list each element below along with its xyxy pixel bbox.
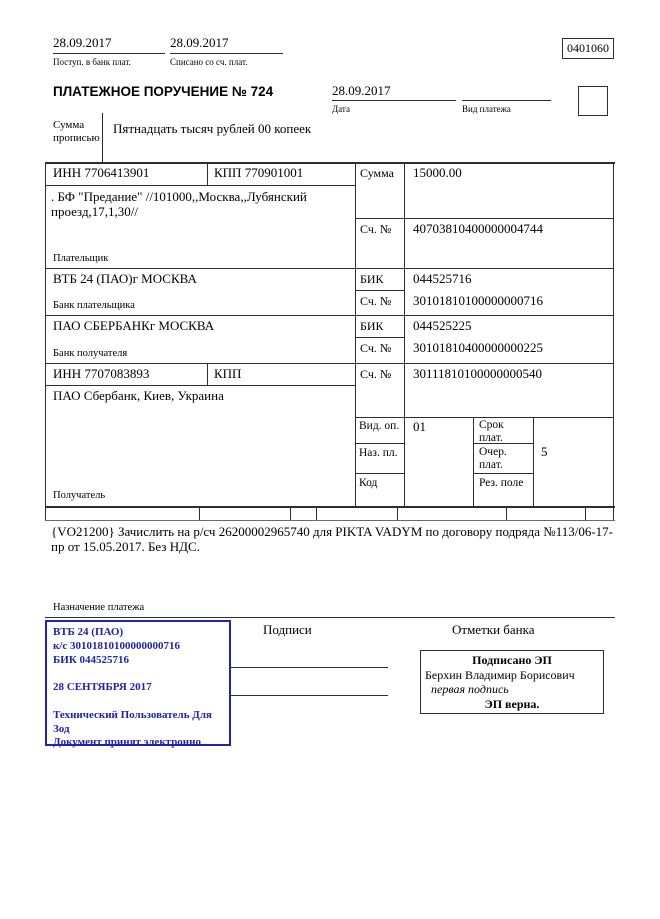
payer-account-label: Сч. №	[360, 222, 392, 236]
table-bottom-border	[45, 506, 615, 508]
payer-bank-account-label: Сч. №	[360, 294, 392, 308]
amount-words-label: Сумма прописью	[53, 119, 100, 144]
payer-bank-name: ВТБ 24 (ПАО)г МОСКВА	[53, 271, 197, 286]
bank-stamp-line: ВТБ 24 (ПАО)	[53, 626, 124, 638]
tax-row-div6	[585, 506, 586, 520]
beneficiary-bank-account-label: Сч. №	[360, 341, 392, 355]
beneficiary-bank-account: 30101810400000000225	[413, 340, 543, 355]
beneficiary-bank-name: ПАО СБЕРБАНКг МОСКВА	[53, 318, 215, 333]
tax-row-div3	[316, 506, 317, 520]
ep-valid-note: ЭП верна.	[484, 696, 540, 711]
rez-pole-label: Рез. поле	[479, 477, 524, 489]
signature-line-2	[230, 695, 388, 696]
amount-row-border	[355, 218, 614, 219]
electronic-signature-box	[420, 650, 604, 714]
srok-plat-label: Срок плат.	[479, 419, 504, 444]
bank-stamp	[45, 620, 231, 749]
purpose-underline	[45, 617, 615, 618]
date-debited-label: Списано со сч. плат.	[170, 57, 248, 67]
operation-row2-border-a	[355, 473, 405, 474]
payer-bank-section-label: Банк плательщика	[53, 300, 135, 311]
operation-row2-border-b	[473, 473, 534, 474]
payer-inn-row-border	[45, 185, 355, 186]
payment-kind-underline	[462, 100, 551, 101]
tax-row-right	[613, 506, 614, 520]
tax-row-div4	[397, 506, 398, 520]
bank-stamp-line	[53, 667, 223, 681]
signature-line-1	[230, 667, 388, 668]
date-received-underline	[53, 53, 165, 54]
table-label-divider	[404, 162, 405, 506]
beneficiary-account-label: Сч. №	[360, 367, 392, 381]
form-code: 0401060	[567, 41, 609, 55]
payer-bank-bik-border	[355, 290, 405, 291]
bank-stamp-line: к/с 30101810100000000716	[53, 639, 181, 652]
ep-signed-title: Подписано ЭП	[472, 653, 552, 667]
bank-marks-label: Отметки банка	[452, 622, 535, 637]
bank-stamp-line: Документ принят электронно	[53, 736, 201, 749]
beneficiary-name: ПАО Сбербанк, Киев, Украина	[53, 388, 224, 403]
doc-date-label: Дата	[332, 104, 350, 114]
date-received-label: Поступ. в банк плат.	[53, 57, 131, 67]
date-debited-underline	[170, 53, 283, 54]
beneficiary-bank-section-label: Банк получателя	[53, 348, 128, 359]
beneficiary-kpp: КПП	[214, 366, 242, 381]
payer-bank-account: 30101810100000000716	[413, 293, 543, 308]
beneficiary-inn-kpp-divider	[207, 363, 208, 385]
bank-stamp-line: Технический Пользователь Для Зод	[53, 708, 212, 735]
payer-inn-kpp-divider	[207, 162, 208, 185]
operation-col4-divider	[533, 417, 534, 506]
beneficiary-account: 30111810100000000540	[413, 366, 543, 381]
payment-kind-label: Вид платежа	[462, 104, 511, 114]
payer-bank-bik: 044525716	[413, 271, 472, 286]
amount-words-divider	[102, 113, 103, 162]
amount-label: Сумма	[360, 166, 394, 180]
purpose-text: {VO21200} Зачислить на р/сч 26200002965740 для PIKTA VADYM по договору подряда №113/06-17-пр от 15.05.2017. Без НДС.	[51, 524, 613, 555]
tax-row-div5	[506, 506, 507, 520]
table-mid-divider	[355, 162, 356, 506]
ep-signer-name: Берхин Владимир Борисович	[425, 667, 575, 682]
beneficiary-bank-bik-label: БИК	[360, 319, 384, 333]
form-code-box	[562, 38, 614, 59]
tax-row-bottom	[45, 520, 615, 521]
bank-stamp-line	[53, 695, 223, 709]
table-top-border	[45, 162, 615, 164]
amount-value: 15000.00	[413, 165, 462, 180]
vid-op-label: Вид. оп.	[359, 420, 400, 432]
kod-label: Код	[359, 477, 378, 489]
doc-date-underline	[332, 100, 456, 101]
payer-bank-section-border	[45, 315, 614, 316]
payer-bank-bik-label: БИК	[360, 272, 384, 286]
bank-stamp-line: БИК 044525716	[53, 653, 130, 666]
payer-account-value: 40703810400000004744	[413, 221, 543, 236]
beneficiary-inn: ИНН 7707083893	[53, 366, 150, 381]
tax-row-div1	[199, 506, 200, 520]
purpose-label: Назначение платежа	[53, 602, 145, 613]
bank-stamp-line: 28 СЕНТЯБРЯ 2017	[53, 681, 152, 694]
payer-section-border	[45, 268, 614, 269]
vid-op-value: 01	[413, 419, 426, 434]
naz-pl-label: Наз. пл.	[359, 447, 398, 459]
table-right-border	[613, 162, 614, 506]
ocher-plat-value: 5	[541, 444, 548, 459]
beneficiary-section-label: Получатель	[53, 490, 106, 501]
date-received: 28.09.2017	[53, 35, 112, 50]
beneficiary-bank-bik-border	[355, 337, 405, 338]
ep-signature-kind: первая подпись	[431, 682, 509, 696]
amount-words-value: Пятнадцать тысяч рублей 00 копеек	[113, 121, 312, 136]
document-title: ПЛАТЕЖНОЕ ПОРУЧЕНИЕ № 724	[53, 84, 274, 99]
payer-inn: ИНН 7706413901	[53, 165, 150, 180]
ocher-plat-label: Очер. плат.	[479, 446, 507, 471]
tax-row-left	[45, 506, 46, 520]
beneficiary-bank-bik: 044525225	[413, 318, 472, 333]
payer-section-label: Плательщик	[53, 253, 109, 264]
payment-kind-checkbox	[578, 86, 608, 116]
doc-date: 28.09.2017	[332, 83, 391, 98]
beneficiary-inn-row-border	[45, 385, 355, 386]
table-left-border	[45, 162, 46, 506]
beneficiary-bank-section-border	[45, 363, 614, 364]
operation-col3-divider	[473, 417, 474, 506]
signatures-label: Подписи	[263, 622, 312, 637]
date-debited: 28.09.2017	[170, 35, 229, 50]
operation-row1-border-a	[355, 443, 405, 444]
tax-row-div2	[290, 506, 291, 520]
payer-name: . БФ "Предание" //101000,,Москва,,Лубянский проезд,17,1,30//	[51, 189, 307, 220]
payer-kpp: КПП 770901001	[214, 165, 304, 180]
